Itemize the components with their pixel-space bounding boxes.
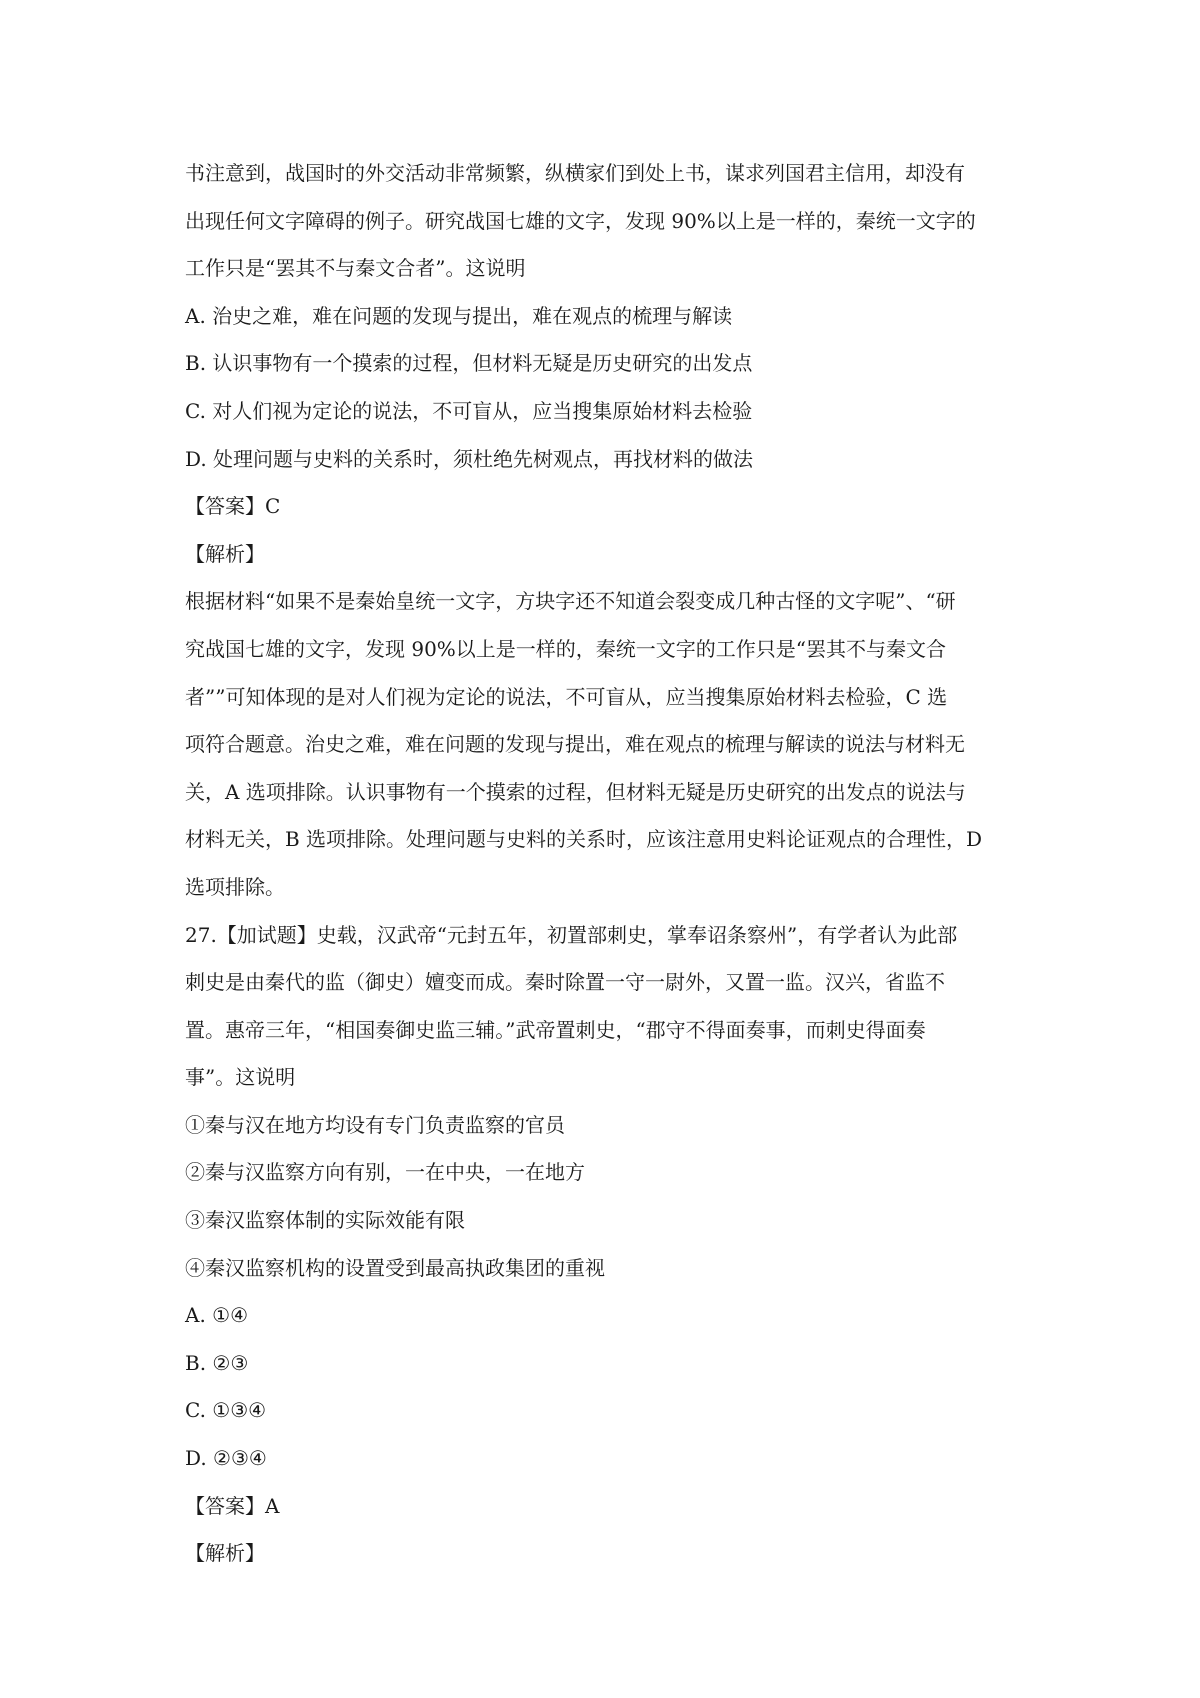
option-a: A. 治史之难，难在问题的发现与提出，难在观点的梳理与解读	[185, 303, 733, 328]
answer-label: 【答案】C	[185, 494, 281, 519]
analysis-line: 选项排除。	[185, 874, 285, 899]
stem-line: 置。惠帝三年，“相国奏御史监三辅。”武帝置刺史，“郡守不得面奏事，而刺史得面奏	[185, 1017, 926, 1042]
option-d: D. ②③④	[185, 1446, 267, 1471]
question-27-stem	[185, 912, 1040, 1102]
analysis-label: 【解析】	[185, 541, 265, 566]
stem-line: 27.【加试题】史载，汉武帝“元封五年，初置部刺史，掌奉诏条察州”，有学者认为此部	[185, 922, 958, 947]
analysis-label: 【解析】	[185, 1541, 265, 1566]
analysis-line: 根据材料“如果不是秦始皇统一文字，方块字还不知道会裂变成几种古怪的文字呢”、“研	[185, 589, 956, 614]
statement-2: ②秦与汉监察方向有别，一在中央，一在地方	[185, 1160, 585, 1185]
option-b: B. 认识事物有一个摸索的过程，但材料无疑是历史研究的出发点	[185, 351, 753, 376]
question-27-options	[185, 1292, 1040, 1482]
analysis-line: 究战国七雄的文字，发现 90%以上是一样的，秦统一文字的工作只是“罢其不与秦文合	[185, 636, 947, 661]
question-26-analysis	[185, 578, 1040, 911]
stem-line: 工作只是“罢其不与秦文合者”。这说明	[185, 256, 526, 281]
option-c: C. ①③④	[185, 1398, 267, 1423]
analysis-line: 材料无关，B 选项排除。处理问题与史料的关系时，应该注意用史料论证观点的合理性，D	[185, 827, 983, 852]
analysis-line: 者””可知体现的是对人们视为定论的说法，不可盲从，应当搜集原始材料去检验，C 选	[185, 684, 948, 709]
analysis-line: 项符合题意。治史之难，难在问题的发现与提出，难在观点的梳理与解读的说法与材料无	[185, 732, 965, 757]
question-27-statements	[185, 1102, 1040, 1292]
option-d: D. 处理问题与史料的关系时，须杜绝先树观点，再找材料的做法	[185, 446, 754, 471]
stem-line: 事”。这说明	[185, 1065, 296, 1090]
document-body	[185, 150, 1040, 1578]
stem-line: 刺史是由秦代的监（御史）嬗变而成。秦时除置一守一尉外，又置一监。汉兴，省监不	[185, 970, 945, 995]
statement-4: ④秦汉监察机构的设置受到最高执政集团的重视	[185, 1255, 605, 1280]
stem-line: 书注意到，战国时的外交活动非常频繁，纵横家们到处上书，谋求列国君主信用，却没有	[185, 161, 965, 185]
stem-line: 出现任何文字障碍的例子。研究战国七雄的文字，发现 90%以上是一样的，秦统一文字的	[185, 208, 976, 233]
statement-1: ①秦与汉在地方均设有专门负责监察的官员	[185, 1112, 565, 1137]
question-26-stem	[185, 150, 1040, 293]
analysis-line: 关，A 选项排除。认识事物有一个摸索的过程，但材料无疑是历史研究的出发点的说法与	[185, 779, 966, 804]
question-26-options	[185, 293, 1040, 483]
answer-label: 【答案】A	[185, 1493, 280, 1518]
option-b: B. ②③	[185, 1350, 249, 1375]
option-c: C. 对人们视为定论的说法，不可盲从，应当搜集原始材料去检验	[185, 398, 753, 423]
statement-3: ③秦汉监察体制的实际效能有限	[185, 1208, 465, 1233]
option-a: A. ①④	[185, 1303, 249, 1328]
